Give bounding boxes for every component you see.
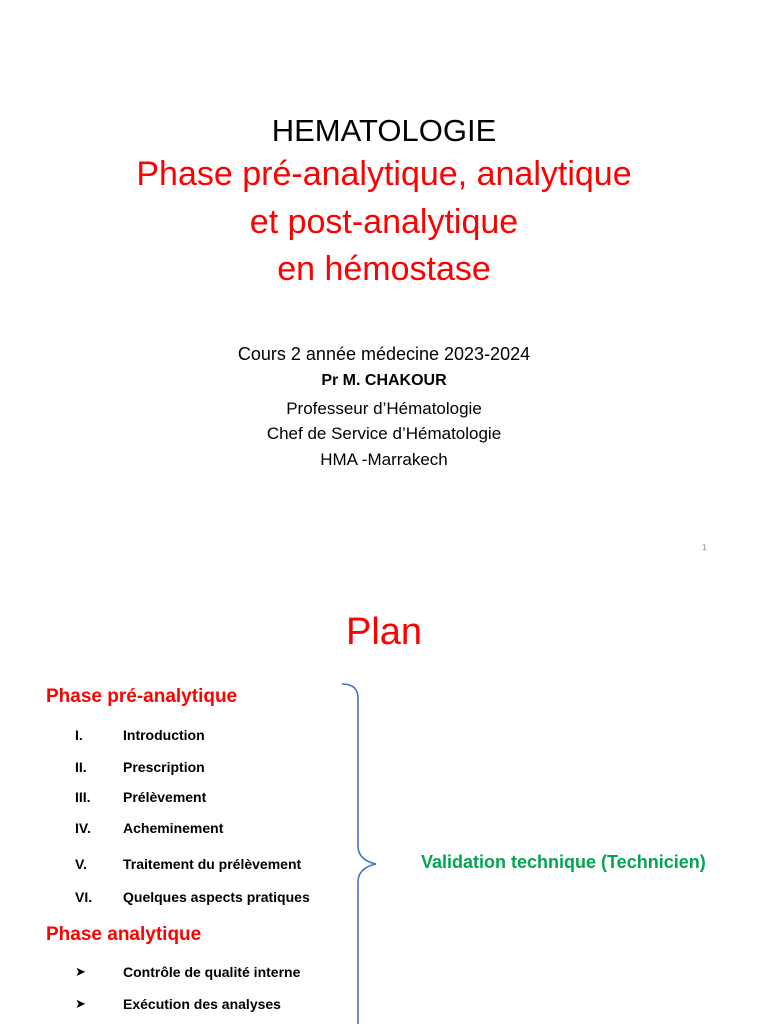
- course-info: Cours 2 année médecine 2023-2024: [237, 344, 531, 364]
- item-number: V.: [75, 856, 87, 872]
- item-label: Introduction: [123, 727, 205, 743]
- author-role-1: Professeur d’Hématologie: [286, 399, 482, 418]
- validation-label: Validation technique (Technicien): [421, 852, 706, 872]
- item-label: Quelques aspects pratiques: [123, 889, 310, 905]
- subtitle-line-1: Phase pré-analytique, analytique: [136, 155, 632, 193]
- item-label: Acheminement: [123, 820, 224, 836]
- item-number: IV.: [75, 820, 91, 836]
- curly-brace-icon: [336, 680, 386, 1024]
- arrow-bullet-icon: ➤: [75, 996, 86, 1011]
- author-location: HMA -Marrakech: [320, 450, 448, 469]
- plan-title: Plan: [345, 611, 423, 653]
- subtitle-line-2: et post-analytique: [249, 203, 519, 241]
- subtitle-line-3: en hémostase: [277, 250, 491, 288]
- section-heading-pre-analytique: Phase pré-analytique: [46, 686, 238, 707]
- item-label: Traitement du prélèvement: [123, 856, 302, 872]
- section-heading-analytique: Phase analytique: [46, 924, 202, 945]
- item-number: I.: [75, 727, 83, 743]
- item-label: Exécution des analyses: [123, 996, 281, 1012]
- author-role-2: Chef de Service d’Hématologie: [266, 424, 502, 443]
- arrow-bullet-icon: ➤: [75, 964, 86, 979]
- item-label: Contrôle de qualité interne: [123, 964, 301, 980]
- item-label: Prescription: [123, 759, 205, 775]
- item-number: III.: [75, 789, 91, 805]
- author-name: Pr M. CHAKOUR: [321, 372, 447, 389]
- item-number: II.: [75, 759, 87, 775]
- item-number: VI.: [75, 889, 93, 905]
- plan-slide: [0, 576, 768, 1024]
- item-label: Prélèvement: [123, 789, 207, 805]
- slide-title: HEMATOLOGIE: [271, 113, 497, 148]
- page-number: 1: [702, 543, 707, 552]
